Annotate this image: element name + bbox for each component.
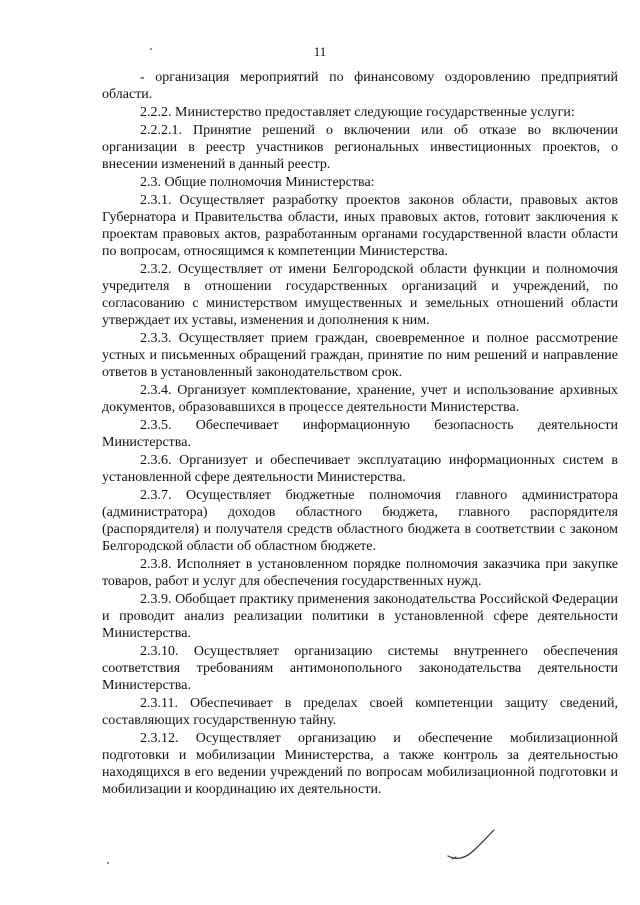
- signature-mark: [446, 826, 496, 864]
- paragraph-2-3-12: 2.3.12. Осуществляет организацию и обеспечение мобилизационной подготовки и мобилизации Министерства, а также контроль за деятельностью находящихся в его ведении учреждений по вопросам мобилизационной подготовки и мобилизации и координацию их деятельности.: [102, 731, 618, 797]
- page-number: 11: [313, 44, 327, 59]
- scan-speck: [107, 862, 109, 864]
- paragraph-2-3-11: 2.3.11. Обеспечивает в пределах своей компетенции защиту сведений, составляющих государственную тайну.: [102, 696, 618, 728]
- paragraph-2-3-9: 2.3.9. Обобщает практику применения законодательства Российской Федерации и проводит анализ реализации политики в установленной сфере деятельности Министерства.: [102, 592, 618, 641]
- paragraph-2-3-2: 2.3.2. Осуществляет от имени Белгородской области функции и полномочия учредителя в отношении государственных организаций и учреждений, по согласованию с министерством имущественных и земельных отношений области утверждает их уставы, изменения и дополнения к ним.: [102, 262, 618, 328]
- paragraph-2-3-10: 2.3.10. Осуществляет организацию системы внутреннего обеспечения соответствия требованиям антимонопольного законодательства деятельности Министерства.: [102, 644, 618, 693]
- paragraph-2-3-8: 2.3.8. Исполняет в установленном порядке полномочия заказчика при закупке товаров, работ и услуг для обеспечения государственных нужд.: [102, 557, 618, 589]
- paragraph-2-3: 2.3. Общие полномочия Министерства:: [140, 175, 375, 190]
- document-body: [102, 69, 618, 798]
- paragraph-2-3-1: 2.3.1. Осуществляет разработку проектов законов области, правовых актов Губернатора и Правительства области, иных правовых актов, готовит заключения к проектам правовых актов, разработанным органами государственной власти области по вопросам, относящимся к компетенции Министерства.: [102, 193, 618, 259]
- paragraph-2-2-2: 2.2.2. Министерство предоставляет следующие государственные услуги:: [140, 105, 575, 120]
- paragraph-2-3-7: 2.3.7. Осуществляет бюджетные полномочия главного администратора (администратора) доходов областного бюджета, главного распорядителя (распорядителя) и получателя средств областного бюджета в соответствии с законом Белгородской области об областном бюджете.: [102, 488, 618, 554]
- paragraph-2-3-5: 2.3.5. Обеспечивает информационную безопасность деятельности Министерства.: [102, 418, 618, 450]
- paragraph-2-3-6: 2.3.6. Организует и обеспечивает эксплуатацию информационных систем в установленной сфере деятельности Министерства.: [102, 453, 618, 485]
- paragraph-2-3-3: 2.3.3. Осуществляет прием граждан, своевременное и полное рассмотрение устных и письменных обращений граждан, принятие по ним решений и направление ответов в установленный законодательством срок.: [102, 331, 618, 380]
- paragraph-2-2-2-1: 2.2.2.1. Принятие решений о включении или об отказе во включении организации в реестр участников региональных инвестиционных проектов, о внесении изменений в данный реестр.: [102, 123, 618, 172]
- paragraph-2-3-4: 2.3.4. Организует комплектование, хранение, учет и использование архивных документов, образовавшихся в процессе деятельности Министерства.: [102, 383, 618, 415]
- paragraph-organization-measures: - организация мероприятий по финансовому оздоровлению предприятий области.: [102, 70, 618, 102]
